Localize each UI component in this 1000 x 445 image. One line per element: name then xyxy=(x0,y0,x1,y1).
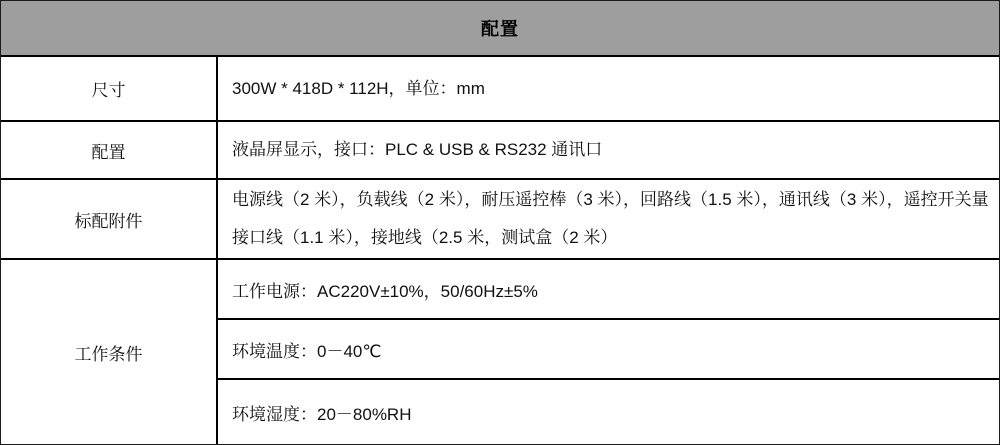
row-value-configuration: 液晶屏显示，接口：PLC & USB & RS232 通讯口 xyxy=(216,122,999,178)
table-title: 配置 xyxy=(1,1,999,57)
row-label-accessories: 标配附件 xyxy=(74,211,143,231)
subrow-power-supply: 工作电源：AC220V±10%，50/60Hz±5% xyxy=(218,260,999,320)
row-value-dimensions: 300W * 418D * 112H，单位：mm xyxy=(216,57,999,120)
table-row-dimensions xyxy=(1,57,999,122)
table-row-accessories xyxy=(1,180,999,260)
row-label-configuration: 配置 xyxy=(91,142,126,162)
row-value-accessories: 电源线（2 米），负载线（2 米），耐压遥控棒（3 米），回路线（1.5 米），通讯线（3 米），遥控开关量接口线（1.1 米），接地线（2.5 米，测试盒（2 米） xyxy=(216,180,999,258)
table-row-working-conditions xyxy=(1,260,999,444)
subrow-ambient-temperature: 环境温度：0－40℃ xyxy=(218,320,999,380)
table-row-configuration xyxy=(1,122,999,180)
row-label-dimensions: 尺寸 xyxy=(91,81,126,100)
subrow-ambient-humidity: 环境湿度：20－80%RH xyxy=(232,404,412,424)
row-label-working-conditions: 工作条件 xyxy=(74,344,143,364)
working-conditions-subrows xyxy=(216,260,999,444)
